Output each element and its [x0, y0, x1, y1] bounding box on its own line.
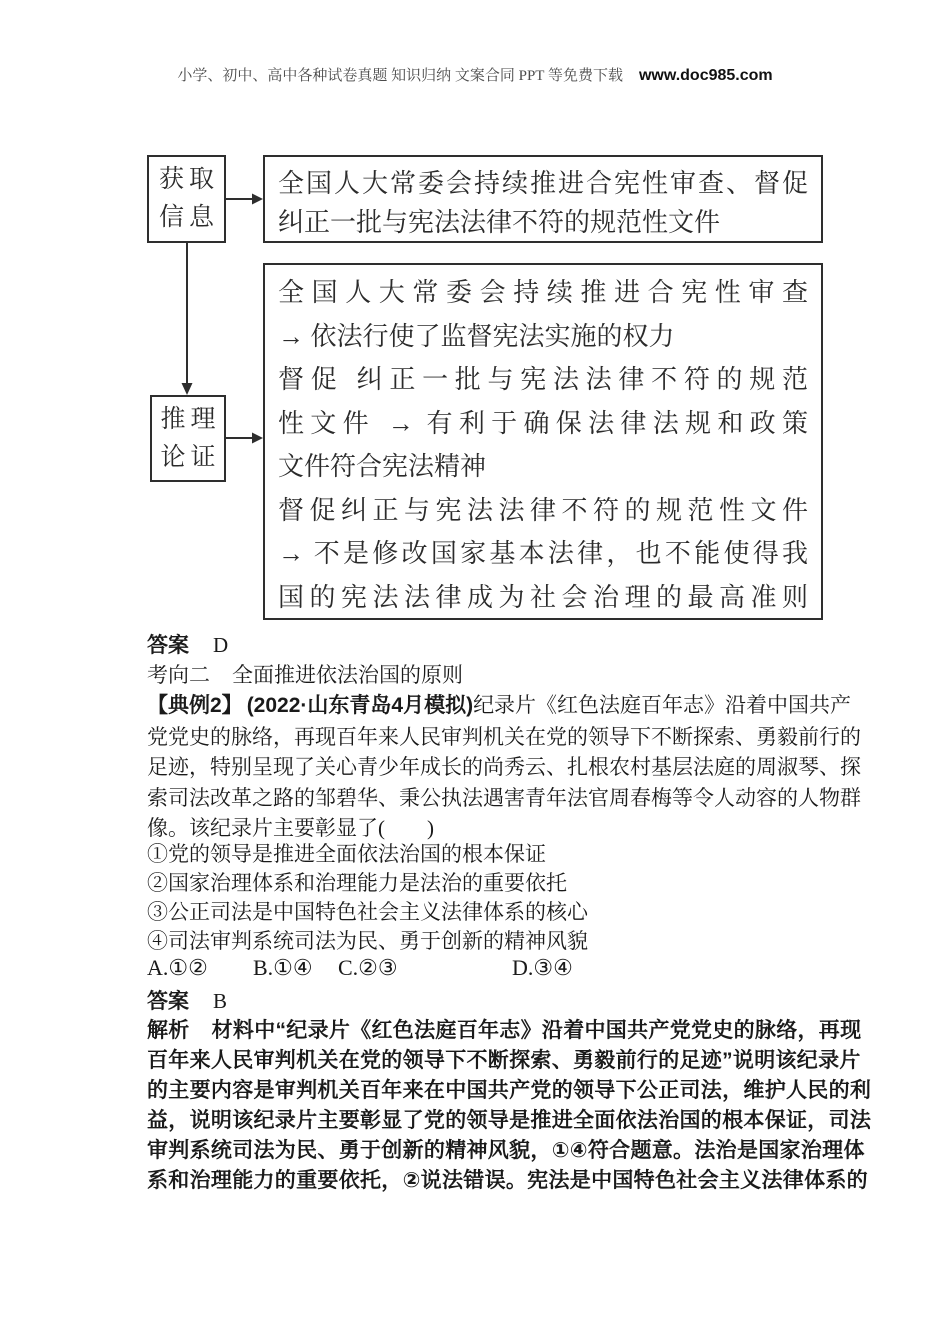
example-stem [147, 690, 861, 844]
choice-b: B.①④ [253, 955, 313, 980]
analysis-label: 解析 [147, 1019, 190, 1042]
answer-line-1 [147, 630, 829, 662]
example-source: (2022·山东青岛4月模拟) [246, 694, 474, 717]
analysis-line: 系和治理能力的重要依托，②说法错误。宪法是中国特色社会主义法律体系的 [147, 1169, 868, 1192]
analysis-box-line: 全国人大常委会持续推进合宪性审查 [278, 278, 808, 307]
option-statement: ②国家治理体系和治理能力是法治的重要依托 [147, 871, 567, 895]
example-stem-text: 纪录片《红色法庭百年志》沿着中国共产 [473, 693, 852, 717]
analysis-line: 益，说明该纪录片主要彰显了党的领导是推进全面依法治国的根本保证，司法 [147, 1109, 872, 1132]
analysis-box-line: 性文件 → 有利于确保法律法规和政策 [278, 408, 808, 438]
analysis-box-line: → 依法行使了监督宪法实施的权力 [278, 321, 675, 351]
analysis-line: 审判系统司法为民、勇于创新的精神风貌，①④符合题意。法治是国家治理体 [147, 1139, 865, 1162]
option-statement: ④司法审判系统司法为民、勇于创新的精神风貌 [147, 929, 588, 953]
option-statement: ①党的领导是推进全面依法治国的根本保证 [147, 842, 546, 866]
example-stem-line: 像。该纪录片主要彰显了( ) [147, 816, 434, 840]
step-label-line: 获取 [158, 166, 219, 193]
flowchart-step-reasoning-box [150, 395, 226, 482]
arrow-down-icon [178, 243, 196, 395]
answer-line-2 [147, 986, 829, 1018]
option-statement: ③公正司法是中国特色社会主义法律体系的核心 [147, 900, 588, 924]
analysis-line: 百年来人民审判机关在党的领导下不断探索、勇毅前行的足迹”说明该纪录片 [147, 1049, 861, 1072]
answer-value: D [213, 633, 229, 657]
answer-choices [147, 955, 829, 985]
info-box-line: 纠正一批与宪法法律不符的规范性文件 [278, 208, 721, 237]
analysis-box-line: 文件符合宪法精神 [278, 452, 487, 481]
choice-d: D.③④ [512, 955, 573, 980]
flowchart-step-acquire-info-box [147, 155, 226, 243]
example-stem-line: 足迹，特别呈现了关心青少年成长的尚秀云、扎根农村基层法庭的周淑琴、探 [147, 755, 861, 779]
example-stem-line: 索司法改革之路的邹碧华、秉公执法遇害青年法官周春梅等令人动容的人物群 [147, 785, 861, 810]
site-header-text: 小学、初中、高中各种试卷真题 知识归纳 文案合同 PPT 等免费下载 [177, 68, 623, 84]
info-box-line: 全国人大常委会持续推进合宪性审查、督促 [278, 169, 808, 198]
step-label-line: 信息 [158, 204, 219, 231]
example-options [147, 840, 829, 956]
flowchart-analysis-box [263, 263, 823, 620]
analysis-box-line: 督促纠正与宪法法律不符的规范性文件 [278, 495, 808, 525]
site-url: www.doc985.com [638, 67, 773, 84]
analysis-box-line: → 不是修改国家基本法律，也不能使得我 [278, 539, 808, 568]
step-label-line: 论证 [160, 443, 221, 471]
answer-label: 答案 [147, 634, 189, 657]
arrow-right-icon [226, 430, 263, 446]
analysis-box-line: 督促 纠正一批与宪法法律不符的规范 [278, 365, 808, 394]
choice-a: A.①② [147, 955, 208, 980]
analysis-line [147, 1016, 862, 1046]
section-heading [147, 660, 829, 691]
choice-c: C.②③ [338, 955, 398, 980]
flowchart-info-box [263, 155, 823, 243]
example-tag: 【典例2】 [147, 694, 243, 717]
step-label-line: 推理 [160, 405, 221, 433]
section-title: 全面推进依法治国的原则 [232, 663, 463, 687]
analysis-section [147, 1016, 872, 1196]
answer-label: 答案 [147, 990, 189, 1013]
section-label: 考向二 [147, 663, 210, 687]
example-stem-line [147, 690, 852, 722]
arrow-right-icon [226, 191, 263, 207]
example-stem-line: 党党史的脉络，再现百年来人民审判机关在党的领导下不断探索、勇毅前行的 [147, 724, 861, 749]
analysis-line: 的主要内容是审判机关百年来在中国共产党的领导下公正司法，维护人民的利 [147, 1079, 872, 1102]
analysis-box-line: 国的宪法法律成为社会治理的最高准则 [278, 582, 808, 612]
site-header [0, 64, 950, 88]
analysis-text: 材料中“纪录片《红色法庭百年志》沿着中国共产党党史的脉络，再现 [211, 1019, 862, 1042]
answer-value: B [213, 989, 228, 1013]
